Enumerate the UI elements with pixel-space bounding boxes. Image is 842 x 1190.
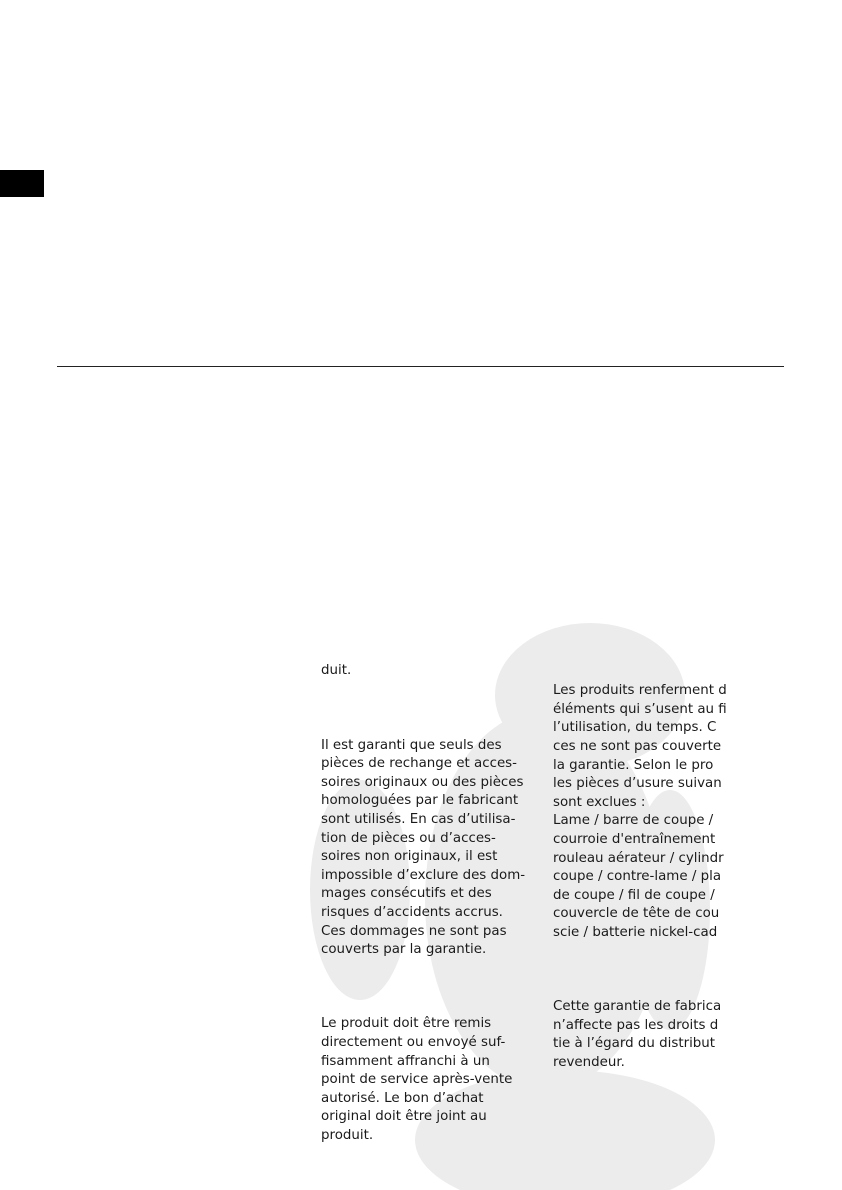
paragraph-spare-parts: Il est garanti que seuls des pièces de rechange et acces- soires originaux ou des pièces homologuées par le fabricant sont utilisés. En cas d’utilisa- tion de pièces ou d’acces- soires non originaux, il est impossible d’exclure des dom- mages consécutifs et des risques d’accidents accrus. Ces dommages ne sont pas couverts par la garantie. bbox=[321, 737, 526, 958]
text-column-left bbox=[321, 625, 545, 1183]
text-column-right bbox=[553, 645, 729, 1110]
section-edge-tab bbox=[0, 170, 44, 197]
paragraph-manufacturer-warranty: Cette garantie de fabrica n’affecte pas les droits d tie à l’égard du distribut revendeur. bbox=[553, 999, 722, 1071]
paragraph-continuation: duit. bbox=[321, 663, 352, 679]
horizontal-rule bbox=[57, 366, 784, 367]
paragraph-return-product: Le produit doit être remis directement ou envoyé suf- fisamment affranchi à un point de service après-vente autorisé. Le bon d’achat original doit être joint au produit. bbox=[321, 1016, 513, 1144]
paragraph-wear-parts: Les produits renferment d éléments qui s’usent au fi l’utilisation, du temps. C ces ne sont pas couverte la garantie. Selon le pro les pièces d’usure suivan sont exclues : Lame / barre de coupe / courroie d'entraînement rouleau aérateur / cylindr coupe / contre-lame / pla de coupe / fil de coupe / couvercle de tête de cou scie / batterie nickel-cad bbox=[553, 683, 727, 940]
